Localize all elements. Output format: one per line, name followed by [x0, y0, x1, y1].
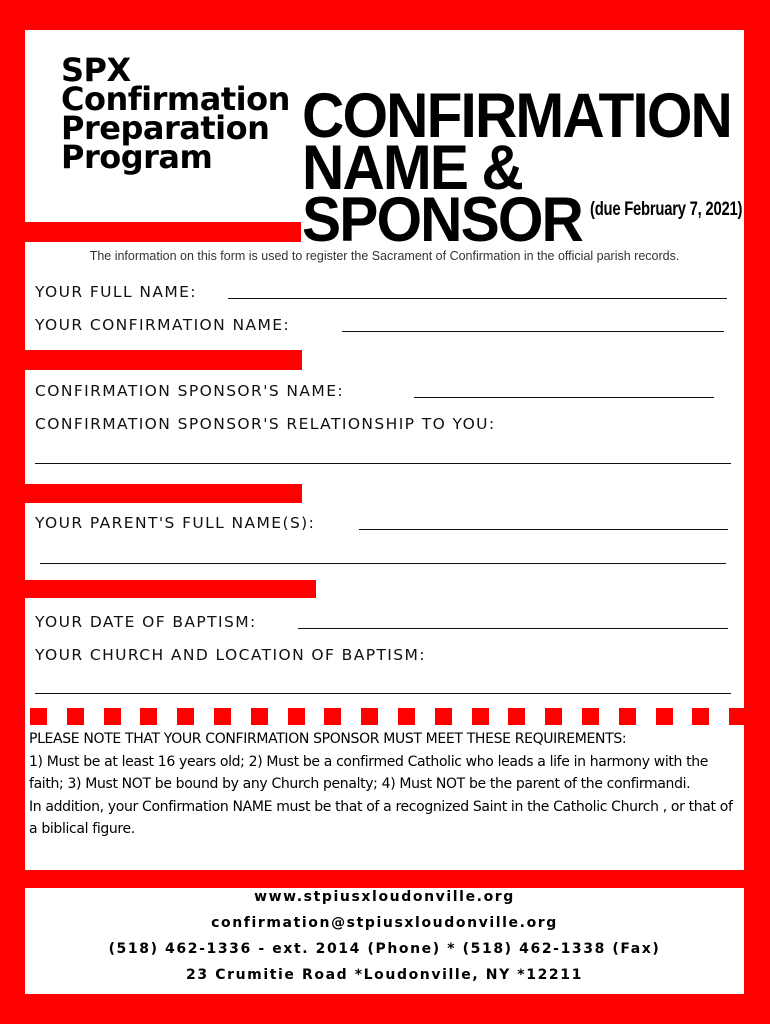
- red-dash-square: [214, 708, 231, 725]
- intro-text: The information on this form is used to register the Sacrament of Confirmation in the official parish records.: [89, 249, 680, 263]
- form-title-line: NAME &: [302, 133, 522, 203]
- program-title: [61, 51, 290, 176]
- form-title-line: CONFIRMATION: [302, 81, 731, 151]
- due-date: (due February 7, 2021): [590, 199, 743, 220]
- red-dash-square: [324, 708, 341, 725]
- red-dash-square: [472, 708, 489, 725]
- program-title-line: SPX: [61, 51, 131, 89]
- red-accent-bar: [25, 222, 301, 242]
- sponsor-name-label: CONFIRMATION SPONSOR'S NAME:: [35, 382, 345, 400]
- red-dash-square: [67, 708, 84, 725]
- red-dash-square: [288, 708, 305, 725]
- phone-fax: (518) 462-1336 - ext. 2014 (Phone) * (518) 462-1338 (Fax): [108, 941, 661, 957]
- full-name-label: YOUR FULL NAME:: [35, 283, 197, 301]
- red-dash-square: [729, 708, 746, 725]
- confirmation-name-line[interactable]: [342, 331, 724, 332]
- red-dash-square: [619, 708, 636, 725]
- sponsor-name-line[interactable]: [414, 397, 714, 398]
- address: 23 Crumitie Road *Loudonville, NY *12211: [186, 967, 583, 983]
- note-heading: PLEASE NOTE THAT YOUR CONFIRMATION SPONSOR MUST MEET THESE REQUIREMENTS:: [29, 731, 627, 747]
- parents-names-line[interactable]: [359, 529, 728, 530]
- note-additional: In addition, your Confirmation NAME must be that of a recognized Saint in the Catholic Church , or that of a biblical figure.: [29, 798, 733, 837]
- parents-names-label: YOUR PARENT'S FULL NAME(S):: [35, 514, 316, 532]
- red-dash-square: [508, 708, 525, 725]
- red-dash-square: [251, 708, 268, 725]
- confirmation-name-label: YOUR CONFIRMATION NAME:: [35, 316, 291, 334]
- red-dash-square: [398, 708, 415, 725]
- red-divider-bar: [25, 350, 302, 370]
- red-dash-square: [104, 708, 121, 725]
- red-dash-square: [692, 708, 709, 725]
- note-requirements: 1) Must be at least 16 years old; 2) Must be a confirmed Catholic who leads a life in harmony with the faith; 3) Must NOT be bound by any Church penalty; 4) Must NOT be the parent of the confirmandi.: [29, 753, 709, 792]
- red-divider-bar: [25, 484, 302, 503]
- red-dash-square: [140, 708, 157, 725]
- sponsor-relationship-line[interactable]: [35, 463, 731, 464]
- baptism-date-label: YOUR DATE OF BAPTISM:: [35, 613, 257, 631]
- program-title-line: Program: [61, 138, 213, 176]
- baptism-church-label: YOUR CHURCH AND LOCATION OF BAPTISM:: [35, 646, 426, 664]
- baptism-date-line[interactable]: [298, 628, 728, 629]
- program-title-line: Confirmation: [61, 80, 290, 118]
- website-link[interactable]: www.stpiusxloudonville.org: [254, 889, 515, 905]
- red-dash-square: [30, 708, 47, 725]
- red-dash-square: [545, 708, 562, 725]
- sponsor-requirements-note: [29, 728, 741, 841]
- full-name-line[interactable]: [228, 298, 727, 299]
- red-dash-square: [361, 708, 378, 725]
- email-link[interactable]: confirmation@stpiusxloudonville.org: [211, 915, 558, 931]
- form-title-line: SPONSOR: [302, 185, 582, 255]
- form-title: [302, 81, 731, 255]
- program-title-line: Preparation: [61, 109, 270, 147]
- red-dashed-separator: [25, 708, 744, 725]
- parents-names-line-2[interactable]: [40, 563, 726, 564]
- sponsor-relationship-label: CONFIRMATION SPONSOR'S RELATIONSHIP TO YOU:: [35, 415, 496, 433]
- red-divider-bar: [25, 580, 316, 598]
- baptism-church-line[interactable]: [35, 693, 731, 694]
- red-dash-square: [656, 708, 673, 725]
- red-dash-square: [435, 708, 452, 725]
- red-dash-square: [582, 708, 599, 725]
- red-dash-square: [177, 708, 194, 725]
